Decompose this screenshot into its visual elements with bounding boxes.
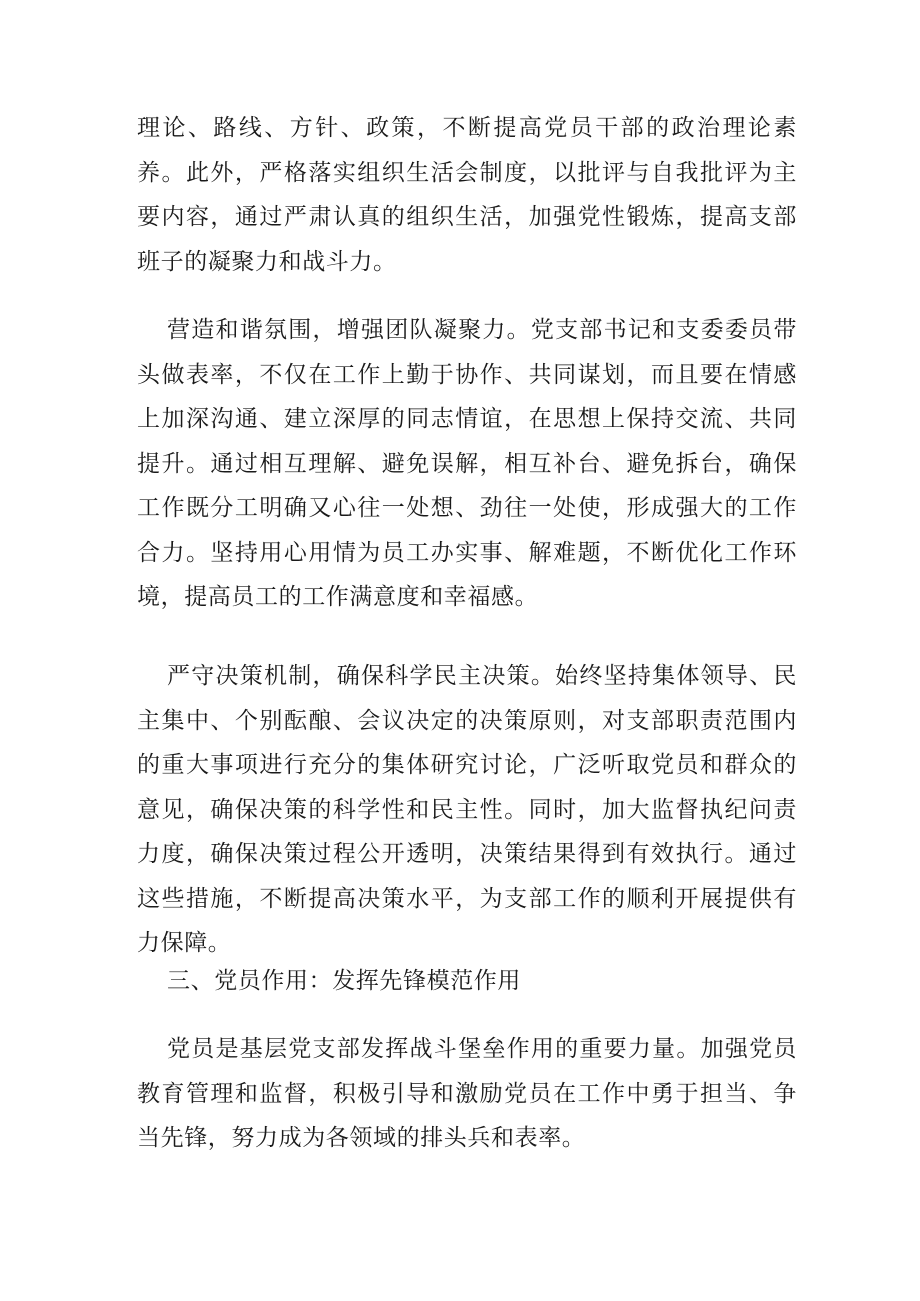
paragraph-party-member-role	[137, 1027, 797, 1161]
section-heading-text: 三、党员作用：发挥先锋模范作用	[167, 968, 521, 994]
paragraph-continuation	[137, 106, 797, 284]
paragraph-text: 营造和谐氛围，增强团队凝聚力。党支部书记和支委委员带头做表率，不仅在工作上勤于协作、共同谋划，而且要在情感上加深沟通、建立深厚的同志情谊，在思想上保持交流、共同提升。通过相互理解、避免误解，相互补台、避免拆台，确保工作既分工明确又心往一处想、劲往一处使，形成强大的工作合力。坚持用心用情为员工办实事、解难题，不断优化工作环境，提高员工的工作满意度和幸福感。	[137, 317, 797, 610]
paragraph-decision-mechanism	[137, 654, 797, 966]
paragraph-text: 理论、路线、方针、政策，不断提高党员干部的政治理论素养。此外，严格落实组织生活会制度，以批评与自我批评为主要内容，通过严肃认真的组织生活，加强党性锻炼，提高支部班子的凝聚力和战斗力。	[137, 115, 797, 275]
section-heading	[137, 959, 797, 1004]
paragraph-text: 严守决策机制，确保科学民主决策。始终坚持集体领导、民主集中、个别酝酿、会议决定的决策原则，对支部职责范围内的重大事项进行充分的集体研究讨论，广泛听取党员和群众的意见，确保决策的科学性和民主性。同时，加大监督执纪问责力度，确保决策过程公开透明，决策结果得到有效执行。通过这些措施，不断提高决策水平，为支部工作的顺利开展提供有力保障。	[137, 663, 797, 956]
paragraph-team-cohesion	[137, 308, 797, 620]
paragraph-text: 党员是基层党支部发挥战斗堡垒作用的重要力量。加强党员教育管理和监督，积极引导和激励党员在工作中勇于担当、争当先锋，努力成为各领域的排头兵和表率。	[137, 1036, 797, 1151]
